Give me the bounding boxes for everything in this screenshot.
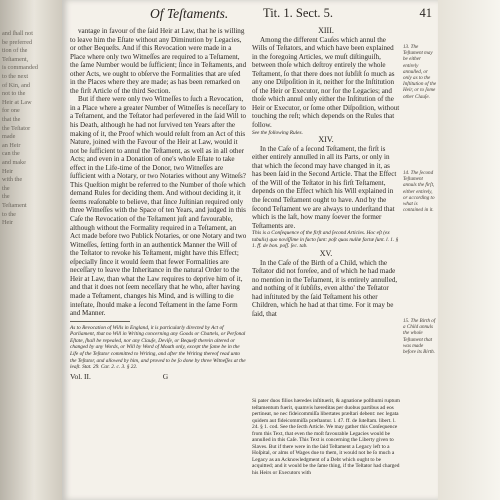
article-note: This is a Conſequence of the firſt and ſecond Articles. Hoc eſt (ex tabulis) quo noviſſime in facto ſunt: poſt quas nullæ factæ ſunt. l. 1. § 1. ff. de bon. poſſ. ſec. tab. — [252, 230, 399, 250]
right-footnote: Si pater duos filios hæredes inſtituerit, & agnatione poſthumi ruptum teſtamentum fuerit, quamvis hæreditas per duobus partibus ad eos pertineat, ne nec fideicommiſſa libertates præſtari debent: nec legata quidem aut fideicommiſſa præſtantur. l. 47. ff. de ſuteſtam. libert. l. 24. § 1. cod. See the ſecth Article. We may gather this Conſequence from this Text, that even the moſt favourable Legacies would be annulled in this Caſe. This Text is concerning the Liberty given to Slaves. But if there were in the ſaid Teſtament a Legacy left to a Hoſpital, or alms of Wages due to them, it would not be ſo much a Legacy as an Acknowledgment of a Debt which ought to be acquitted; and it would be the ſame thing, if the Teſtator had charged his Heirs or Executors with — [252, 398, 400, 477]
gutter-line: the Teſtator — [2, 124, 31, 132]
gutter-line: tion of the — [2, 47, 28, 55]
paragraph: But if there were only two Witneſſes to ſuch a Revocation, in a Place where a greater Number of Witneſſes is neceſſary to a Teſtament, and the Teſtator had perſevered in the ſaid Will to his Death, although he had not ſurvived ten Years after the making of it, the Proof which would reſult from an Act of this Nature, joined with the Favour of the Heir at Law, would it not be ſufficient to annul the Teſtament, as well as in all other Acts; and even in a Donation of one's whole Eſtate to take effect in the Life-time of the Donor, two Witneſſes are ſufficient with a Notary, or two Notaries without any Witneſs? This Queſtion might be referred to the Number of thoſe which demand Rules for deciding them. And without deciding it, it ſeems reaſonable to believe, that ſince Juſtinian required only three Witneſſes with the Space of ten Years, and judged in this Caſe the Revocation of the Teſtament juſt and favourable, although without the Formality required in a Teſtament, an Act made before two Publick Notaries, or one Notary and two Witneſſes, ſetting forth in an authentick Manner the Will of the Teſtator to revoke his Teſtament, might have this Effect; eſpecially ſince it would ſeem that fewer Formalities are neceſſary to leave the Inheritance in the natural Order to the Heir at Law, than what the Law requires to deprive him of it, and that it does not ſeem neceſſary that he who, after having made a Teſtament, changes his Mind, and is willing to die inteſtate, ſhould make a ſecond Teſtament in the ſame Form and Manner. — [70, 95, 247, 318]
gutter-line: made — [2, 133, 16, 141]
gutter-text — [2, 0, 60, 500]
article-number: XIV. — [318, 135, 334, 145]
gutter-line: is commanded — [2, 64, 38, 72]
article-number: XV. — [319, 248, 333, 258]
gutter-line: with the — [2, 176, 23, 184]
margin-note: 13. The Teſtament may be either entirely annulled, or only as to the Inſtitution of the Heir, or to ſome other Clauſe. — [403, 44, 437, 100]
book-page — [62, 0, 438, 500]
gutter-line: Teſtament — [2, 202, 27, 209]
gutter-line: for one — [2, 107, 20, 115]
gutter-line: of Kin, and — [2, 81, 31, 89]
gutter-line: the — [2, 184, 10, 192]
margin-note: 14. The ſecond Teſtament annuls the firſt, either entirely, or according to what is contained in it. — [403, 170, 435, 214]
gutter-line: Heir at Law — [2, 98, 32, 106]
gutter-line: and ſhall not — [2, 30, 33, 37]
gutter-line: and make — [2, 159, 26, 166]
gutter-line: that the — [2, 116, 21, 123]
footnote: As to Revocation of Wills in England, it is particularly directed by Act of Parliament, that no Will in Writing concerning any Goods or Chattels, or Perſonal Eſtate, ſhall be repealed, nor any Clauſe, Deviſe, or Bequeſt therein altered or changed by any Words, or Will by Word of Mouth only, except the ſame be in the Life of the Teſtator committed to Writing, and after the Writing thereof read unto the Teſtator, and allowed by him, and proved to be ſo done by three Witneſſes at the leaſt. Stat. 29. Car. 2. c. 3. § 22. — [70, 324, 246, 371]
gutter-line: Heir — [2, 167, 13, 175]
gutter-line: Teſtament, — [2, 55, 29, 63]
article-number: XIII. — [318, 26, 334, 35]
signature-line — [70, 373, 247, 382]
gutter-line: can the — [2, 150, 20, 158]
left-gutter — [0, 0, 62, 500]
gutter-line: to the next — [2, 73, 29, 80]
article-note: See the following Rules. — [252, 129, 303, 136]
page-number: 41 — [419, 6, 432, 20]
volume-label: Vol. II. — [70, 371, 91, 381]
gutter-line: not to the — [2, 90, 26, 98]
paragraph: vantage in favour of the ſaid Heir at Law, that he is willing to leave him the Eſtate without any Diminution by Legacies, or other Bequeſts. And if this Revocation were made in a Place where only two Witneſſes are required to a Teſtament, the ſame Number would be ſufficient; ſince in Teſtaments, and other Acts, we ought to obſerve the Formalities that are uſed in the Places where they are made; as has been remarked on the firſt Article of the third Section. — [70, 27, 247, 95]
gutter-line: be preferred — [2, 38, 33, 46]
article-text: Among the different Cauſes which annul the Wills of Teſtators, and which have been explained in the foregoing Articles, we muſt diſtinguiſh, between thoſe which deſtroy entirely the whole Teſtament, ſo that there does not ſubſiſt ſo much as any one Diſpoſition in it, neither for the Inſtitution of the Heir or Executor, nor for the Legacies; and thoſe which annul only either the Inſtitution of the Heir or Executor, or ſome other Diſpoſition, without touching the reſt; which depends on the Rules that follow. — [252, 35, 400, 130]
right-column — [252, 27, 400, 318]
gutter-line: the — [2, 193, 10, 201]
margin-note: 15. The Birth of a Child annuls the whole Teſtament that was made before its Birth. — [403, 318, 436, 356]
gutter-line: to the — [2, 210, 16, 218]
left-column — [70, 27, 247, 381]
gutter-line: Heir — [2, 219, 13, 227]
section-reference: Tit. 1. Sect. 5. — [263, 6, 334, 20]
article-text: In the Caſe of the Birth of a Child, which the Teſtator did not foreſee, and of which he had made no mention in the Teſtament, it is entirely annulled, and nothing of it ſubſiſts, even altho' the Teſtator had inſtituted by the ſaid Teſtament his other Children, which he had at that time. For it may be ſaid, that — [252, 258, 398, 318]
page-edge — [438, 0, 500, 500]
running-title: Of Teſtaments. — [150, 6, 229, 21]
article-text: In the Caſe of a ſecond Teſtament, the firſt is either entirely annulled in all its Parts, or only in that which the ſecond may have changed in it, as has been ſaid in the Second Article. That the Effect of the Will of the Teſtator in his firſt Teſtament, depends on the Effect which his Will explained in the ſecond Teſtament ought to have. And by the ſecond Teſtament we are always to underſtand that which is the laſt, how many ſoever the former Teſtaments are. — [252, 144, 397, 230]
gutter-line: an Heir — [2, 141, 21, 149]
footnote-rule — [70, 321, 130, 322]
page-header — [68, 6, 434, 24]
signature-mark: G — [162, 371, 169, 381]
